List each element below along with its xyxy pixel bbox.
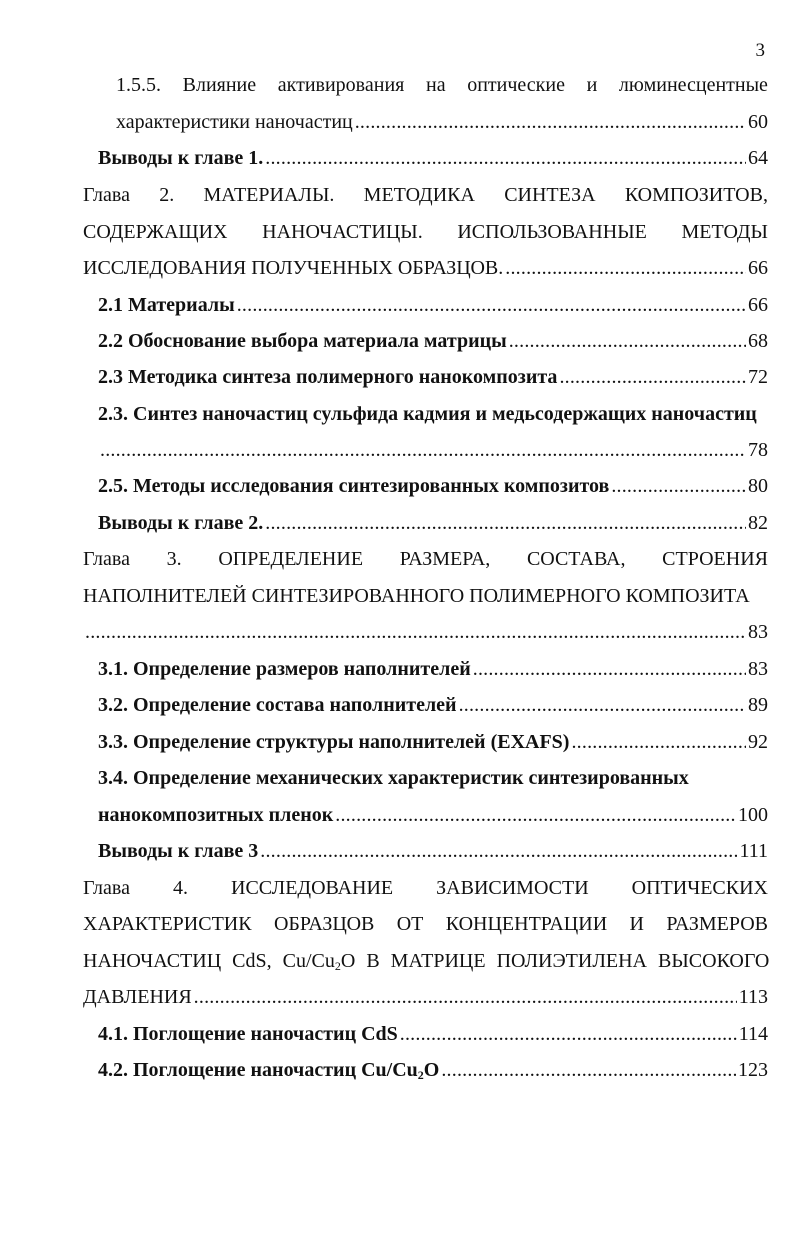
- toc-entry-title: [83, 947, 769, 975]
- dot-leader: [265, 509, 746, 537]
- toc-word: Глава: [83, 877, 130, 899]
- toc-entry-2-4-line2[interactable]: [98, 436, 768, 466]
- toc-entry-title: 2.5. Методы исследования синтезированных композитов: [98, 475, 610, 497]
- dot-leader: [559, 363, 746, 391]
- toc-page-number: 123: [738, 1059, 768, 1081]
- formula-part: 4.2. Поглощение наночастиц Cu/Cu: [98, 1059, 418, 1081]
- toc-entry-2-4-line1[interactable]: [98, 400, 768, 430]
- toc-page-number: 60: [748, 111, 768, 133]
- toc-entry-title: 2.1 Материалы: [98, 294, 235, 316]
- dot-leader: [505, 254, 746, 282]
- toc-entry-2-3[interactable]: [98, 363, 768, 393]
- toc-page-number: 83: [748, 658, 768, 680]
- toc-word: КОМПОЗИТОВ,: [624, 184, 768, 206]
- toc-entry-title: Выводы к главе 3: [98, 840, 259, 862]
- toc-word: МЕТОДИКА: [363, 184, 475, 206]
- toc-word: МЕТОДЫ: [681, 221, 768, 243]
- toc-entry-title: 4.1. Поглощение наночастиц CdS: [98, 1023, 398, 1045]
- toc-word: ХАРАКТЕРИСТИК: [83, 913, 252, 935]
- dot-leader: [100, 436, 746, 464]
- toc-entry-conclusions-2[interactable]: [98, 509, 768, 539]
- dot-leader: [400, 1020, 737, 1048]
- toc-word: НАНОЧАСТИЦЫ.: [262, 221, 423, 243]
- toc-entry-title: 3.2. Определение состава наполнителей: [98, 694, 457, 716]
- toc-word: 1.5.5.: [116, 74, 161, 96]
- toc-word: МАТЕРИАЛЫ.: [203, 184, 335, 206]
- toc-word: ОБРАЗЦОВ: [273, 913, 375, 935]
- toc-chapter-3-line3[interactable]: [83, 618, 768, 648]
- toc-word: ОПТИЧЕСКИХ: [631, 877, 768, 899]
- toc-entry-4-1[interactable]: [98, 1020, 768, 1050]
- toc-entry-1-5-5-line1: [116, 71, 768, 101]
- toc-page-number: 68: [748, 330, 768, 352]
- toc-chapter-2-line3[interactable]: [83, 254, 768, 284]
- dot-leader: [459, 691, 746, 719]
- toc-word: и: [586, 74, 598, 96]
- toc-word: Влияние: [182, 74, 257, 96]
- formula-part: O В МАТРИЦЕ ПОЛИЭТИЛЕНА ВЫСОКОГО: [340, 950, 770, 972]
- toc-chapter-4-line4[interactable]: [83, 983, 768, 1013]
- toc-entry-3-4-line2[interactable]: [98, 801, 768, 831]
- toc-chapter-4-line3: [83, 947, 768, 977]
- toc-page-number: 111: [739, 840, 768, 862]
- toc-page-number: 64: [748, 147, 768, 169]
- toc-page-number: 113: [738, 986, 768, 1008]
- dot-leader: [85, 618, 746, 646]
- toc-entry-title: 2.3 Методика синтеза полимерного нанокомпозита: [98, 366, 558, 388]
- toc-page-number: 66: [748, 257, 768, 279]
- toc-entry-title: 3.3. Определение структуры наполнителей (EXAFS): [98, 731, 570, 753]
- toc-entry-3-2[interactable]: [98, 691, 768, 721]
- toc-entry-1-5-5-line2[interactable]: [116, 108, 768, 138]
- dot-leader: [260, 837, 737, 865]
- toc-page-number: 89: [748, 694, 768, 716]
- toc-entry-conclusions-1[interactable]: [98, 144, 768, 174]
- toc-word: активирования: [277, 74, 405, 96]
- dot-leader: [473, 655, 746, 683]
- toc-entry-title: 3.1. Определение размеров наполнителей: [98, 658, 471, 680]
- toc-entry-2-5[interactable]: [98, 472, 768, 502]
- toc-word: 2.: [159, 184, 175, 206]
- toc-page-number: 78: [748, 439, 768, 461]
- toc-word: 4.: [173, 877, 188, 899]
- toc-page-number: 92: [748, 731, 768, 753]
- toc-chapter-2-line1: [83, 181, 768, 211]
- dot-leader: [441, 1056, 736, 1084]
- dot-leader: [355, 108, 746, 136]
- toc-word: СОДЕРЖАЩИХ: [83, 221, 228, 243]
- toc-page-number: 83: [748, 621, 768, 643]
- toc-entry-title: нанокомпозитных пленок: [98, 804, 334, 826]
- toc-entry-title: ИССЛЕДОВАНИЯ ПОЛУЧЕННЫХ ОБРАЗЦОВ.: [83, 257, 504, 279]
- toc-entry-3-3[interactable]: [98, 728, 768, 758]
- toc-entry-2-1[interactable]: [98, 291, 768, 321]
- toc-chapter-3-line1: [83, 545, 768, 575]
- toc-entry-title: НАПОЛНИТЕЛЕЙ СИНТЕЗИРОВАННОГО ПОЛИМЕРНОГО КОМПОЗИТА: [83, 585, 750, 607]
- toc-word: СИНТЕЗА: [504, 184, 596, 206]
- toc-word: РАЗМЕРА,: [399, 548, 491, 570]
- page-number: 3: [755, 40, 765, 61]
- toc-word: ОТ: [396, 913, 424, 935]
- toc-entry-title: 2.2 Обоснование выбора материала матрицы: [98, 330, 507, 352]
- toc-page-number: 114: [738, 1023, 768, 1045]
- dot-leader: [265, 144, 746, 172]
- toc-page-number: 100: [738, 804, 768, 826]
- toc-chapter-3-line2[interactable]: [83, 582, 768, 612]
- toc-entry-3-4-line1[interactable]: [98, 764, 768, 794]
- toc-chapter-4-line2: [83, 910, 768, 940]
- toc-word: КОНЦЕНТРАЦИИ: [445, 913, 608, 935]
- toc-word: ЗАВИСИМОСТИ: [436, 877, 589, 899]
- toc-word: И: [629, 913, 644, 935]
- toc-word: ИСПОЛЬЗОВАННЫЕ: [457, 221, 647, 243]
- dot-leader: [237, 291, 746, 319]
- toc-entry-title: характеристики наночастиц: [116, 111, 353, 133]
- toc-word: СТРОЕНИЯ: [662, 548, 768, 570]
- toc-word: Глава: [83, 184, 130, 206]
- dot-leader: [509, 327, 746, 355]
- toc-word: 3.: [166, 548, 182, 570]
- formula-part: НАНОЧАСТИЦ CdS, Cu/Cu: [83, 950, 335, 972]
- formula-part: O: [423, 1059, 440, 1081]
- toc-word: ИССЛЕДОВАНИЕ: [231, 877, 394, 899]
- subscript: 2: [417, 1068, 424, 1082]
- toc-entry-2-2[interactable]: [98, 327, 768, 357]
- toc-entry-title: Выводы к главе 2.: [98, 512, 264, 534]
- toc-entry-3-1[interactable]: [98, 655, 768, 685]
- toc-word: на: [425, 74, 446, 96]
- toc-word: РАЗМЕРОВ: [666, 913, 768, 935]
- toc-word: люминесцентные: [618, 74, 768, 96]
- toc-word: Глава: [83, 548, 130, 570]
- toc-chapter-4-line1: [83, 874, 768, 904]
- dot-leader: [571, 728, 746, 756]
- toc-chapter-2-line2: [83, 218, 768, 248]
- toc-entry-title: Выводы к главе 1.: [98, 147, 264, 169]
- toc-word: оптические: [467, 74, 565, 96]
- toc-entry-conclusions-3[interactable]: [98, 837, 768, 867]
- toc-page-number: 72: [748, 366, 768, 388]
- toc-entry-4-2[interactable]: [98, 1056, 768, 1086]
- toc-page-number: 80: [748, 475, 768, 497]
- dot-leader: [611, 472, 746, 500]
- toc-entry-title: [98, 1056, 439, 1084]
- toc-word: ОПРЕДЕЛЕНИЕ: [218, 548, 364, 570]
- toc-word: СОСТАВА,: [526, 548, 626, 570]
- toc-entry-title: 3.4. Определение механических характеристик синтезированных: [98, 767, 689, 789]
- toc-page-number: 82: [748, 512, 768, 534]
- toc-page-number: 66: [748, 294, 768, 316]
- dot-leader: [194, 983, 737, 1011]
- toc-entry-title: 2.3. Синтез наночастиц сульфида кадмия и медьсодержащих наночастиц: [98, 403, 757, 425]
- subscript: 2: [334, 959, 341, 973]
- dot-leader: [335, 801, 736, 829]
- toc-entry-title: ДАВЛЕНИЯ: [83, 986, 192, 1008]
